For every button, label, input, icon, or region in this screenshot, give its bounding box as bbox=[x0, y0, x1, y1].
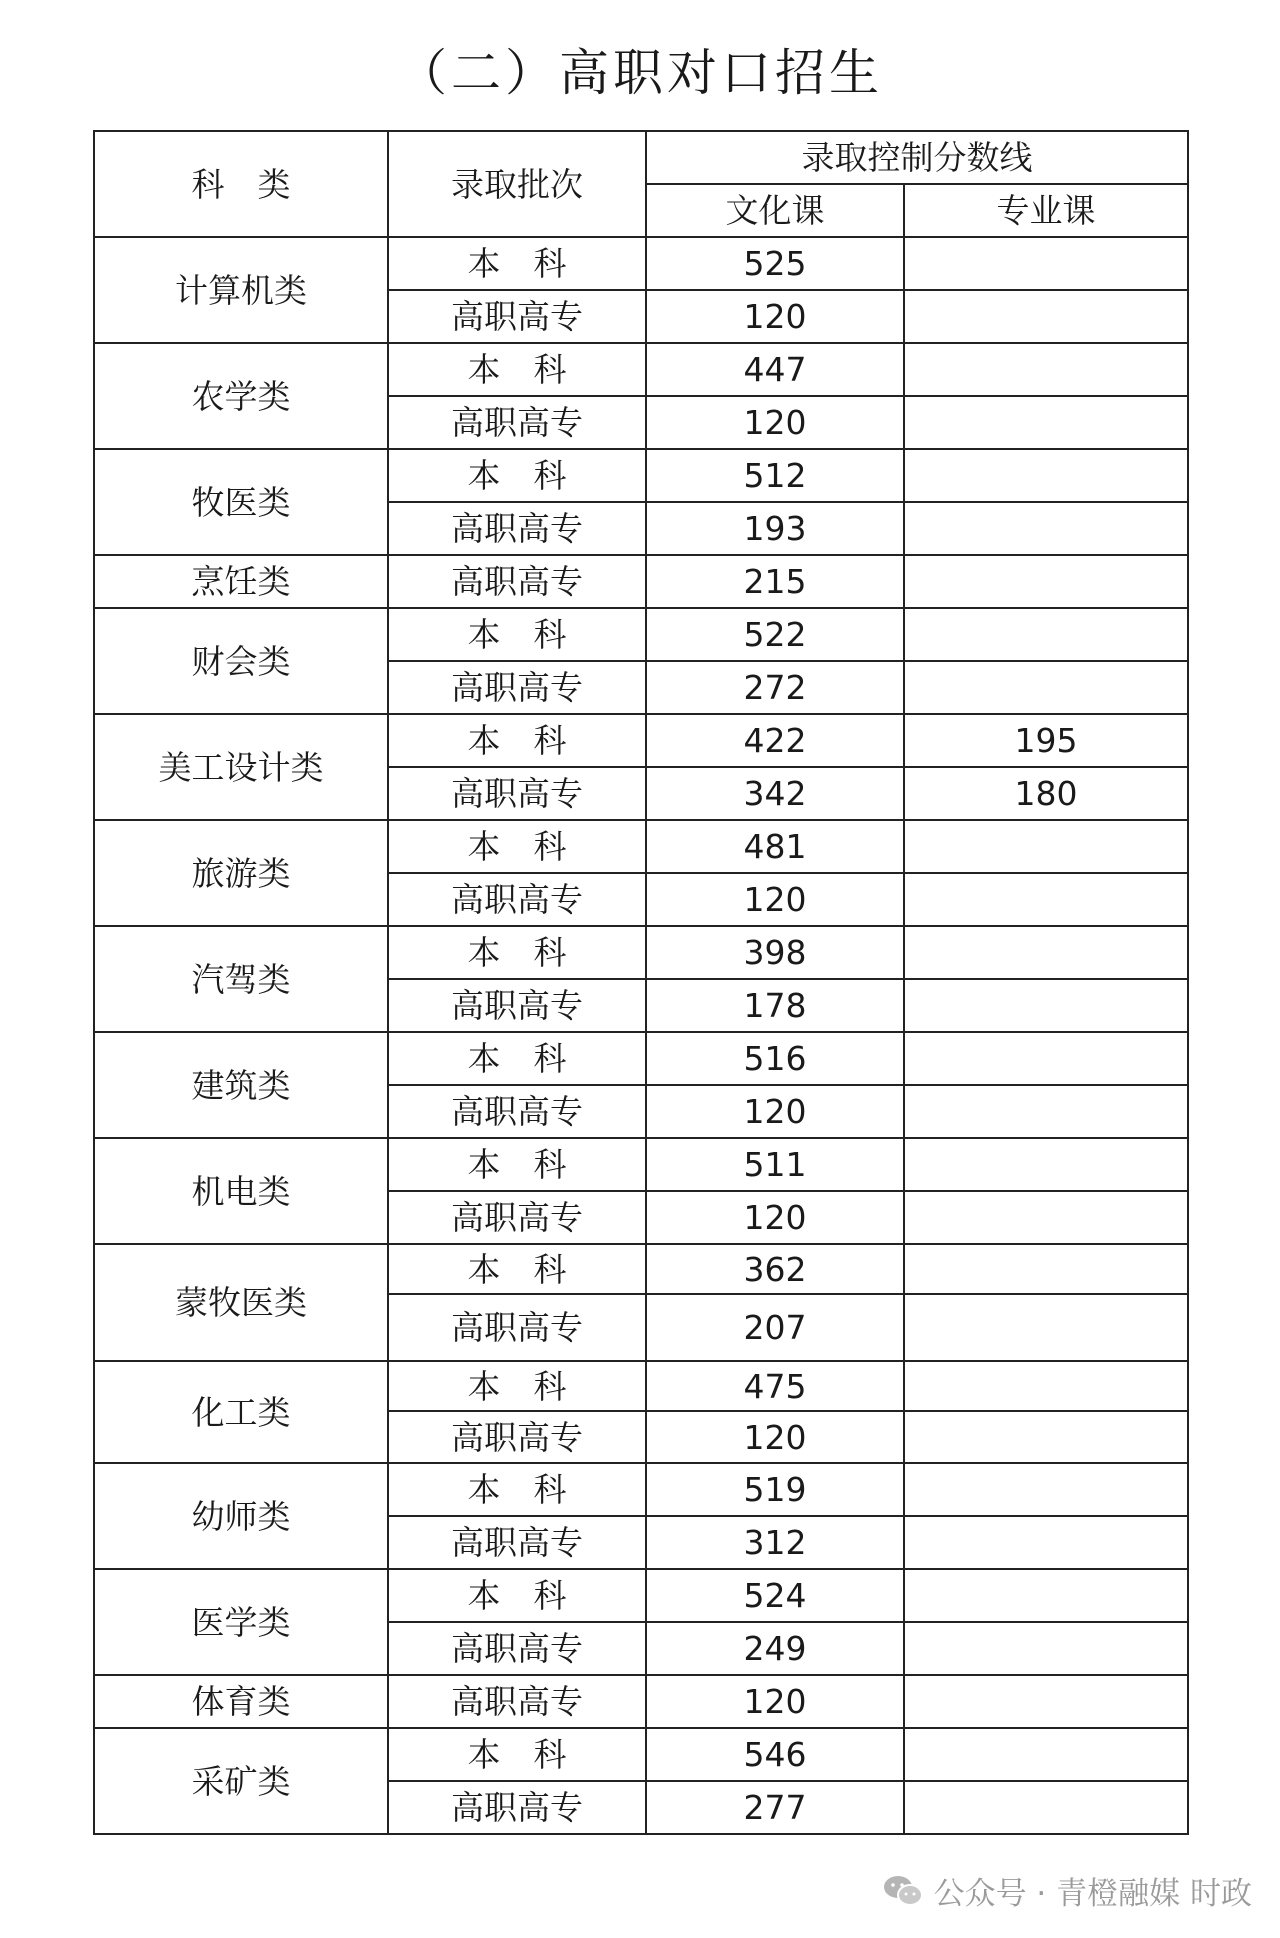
batch-cell: 本 科 bbox=[388, 1463, 646, 1516]
footer-text: 公众号 · 青橙融媒 时政 bbox=[933, 1876, 1252, 1912]
major-score-cell bbox=[904, 1411, 1188, 1463]
category-cell: 机电类 bbox=[94, 1138, 388, 1244]
major-score-cell bbox=[904, 979, 1188, 1032]
culture-score-cell: 277 bbox=[646, 1781, 904, 1834]
batch-cell: 高职高专 bbox=[388, 1085, 646, 1138]
category-cell: 蒙牧医类 bbox=[94, 1244, 388, 1361]
culture-score-cell: 272 bbox=[646, 661, 904, 714]
table-row bbox=[94, 1032, 1188, 1085]
batch-cell: 高职高专 bbox=[388, 555, 646, 608]
major-score-cell bbox=[904, 449, 1188, 502]
category-cell: 旅游类 bbox=[94, 820, 388, 926]
table-row bbox=[94, 1728, 1188, 1781]
major-score-cell: 180 bbox=[904, 767, 1188, 820]
major-score-cell bbox=[904, 1244, 1188, 1294]
major-score-cell bbox=[904, 1361, 1188, 1411]
batch-cell: 高职高专 bbox=[388, 290, 646, 343]
culture-score-cell: 525 bbox=[646, 237, 904, 290]
culture-score-cell: 342 bbox=[646, 767, 904, 820]
major-score-cell bbox=[904, 873, 1188, 926]
culture-score-cell: 422 bbox=[646, 714, 904, 767]
table-row bbox=[94, 555, 1188, 608]
batch-cell: 高职高专 bbox=[388, 1622, 646, 1675]
major-score-cell bbox=[904, 1085, 1188, 1138]
major-score-cell bbox=[904, 1781, 1188, 1834]
category-cell: 财会类 bbox=[94, 608, 388, 714]
table-row bbox=[94, 1361, 1188, 1411]
major-score-cell bbox=[904, 1138, 1188, 1191]
culture-score-cell: 120 bbox=[646, 290, 904, 343]
batch-cell: 本 科 bbox=[388, 343, 646, 396]
table-row bbox=[94, 926, 1188, 979]
batch-cell: 本 科 bbox=[388, 608, 646, 661]
page-title: （二）高职对口招生 bbox=[397, 44, 883, 102]
header-culture: 文化课 bbox=[646, 184, 904, 237]
major-score-cell bbox=[904, 502, 1188, 555]
category-cell: 汽驾类 bbox=[94, 926, 388, 1032]
table-row bbox=[94, 714, 1188, 767]
batch-cell: 高职高专 bbox=[388, 873, 646, 926]
category-cell: 体育类 bbox=[94, 1675, 388, 1728]
culture-score-cell: 120 bbox=[646, 1085, 904, 1138]
table-row bbox=[94, 1244, 1188, 1294]
batch-cell: 本 科 bbox=[388, 926, 646, 979]
major-score-cell bbox=[904, 1294, 1188, 1361]
culture-score-cell: 481 bbox=[646, 820, 904, 873]
culture-score-cell: 522 bbox=[646, 608, 904, 661]
category-cell: 幼师类 bbox=[94, 1463, 388, 1569]
major-score-cell bbox=[904, 608, 1188, 661]
table-row bbox=[94, 1138, 1188, 1191]
culture-score-cell: 362 bbox=[646, 1244, 904, 1294]
culture-score-cell: 249 bbox=[646, 1622, 904, 1675]
watermark-footer bbox=[882, 1868, 1252, 1913]
major-score-cell bbox=[904, 343, 1188, 396]
culture-score-cell: 447 bbox=[646, 343, 904, 396]
header-category: 科 类 bbox=[94, 131, 388, 237]
batch-cell: 本 科 bbox=[388, 1361, 646, 1411]
culture-score-cell: 511 bbox=[646, 1138, 904, 1191]
table-row bbox=[94, 1569, 1188, 1622]
wechat-icon bbox=[882, 1873, 924, 1909]
batch-cell: 本 科 bbox=[388, 1728, 646, 1781]
batch-cell: 高职高专 bbox=[388, 1411, 646, 1463]
culture-score-cell: 120 bbox=[646, 1411, 904, 1463]
culture-score-cell: 524 bbox=[646, 1569, 904, 1622]
culture-score-cell: 120 bbox=[646, 396, 904, 449]
table-row bbox=[94, 608, 1188, 661]
category-cell: 建筑类 bbox=[94, 1032, 388, 1138]
major-score-cell bbox=[904, 237, 1188, 290]
batch-cell: 本 科 bbox=[388, 1569, 646, 1622]
batch-cell: 本 科 bbox=[388, 237, 646, 290]
category-cell: 农学类 bbox=[94, 343, 388, 449]
major-score-cell bbox=[904, 555, 1188, 608]
score-table bbox=[93, 130, 1189, 1835]
category-cell: 牧医类 bbox=[94, 449, 388, 555]
category-cell: 医学类 bbox=[94, 1569, 388, 1675]
major-score-cell bbox=[904, 1516, 1188, 1569]
culture-score-cell: 178 bbox=[646, 979, 904, 1032]
batch-cell: 本 科 bbox=[388, 1138, 646, 1191]
batch-cell: 本 科 bbox=[388, 1032, 646, 1085]
batch-cell: 高职高专 bbox=[388, 979, 646, 1032]
major-score-cell bbox=[904, 1622, 1188, 1675]
category-cell: 采矿类 bbox=[94, 1728, 388, 1834]
major-score-cell bbox=[904, 1463, 1188, 1516]
culture-score-cell: 475 bbox=[646, 1361, 904, 1411]
culture-score-cell: 546 bbox=[646, 1728, 904, 1781]
batch-cell: 本 科 bbox=[388, 449, 646, 502]
table-row bbox=[94, 1675, 1188, 1728]
batch-cell: 高职高专 bbox=[388, 396, 646, 449]
header-control-line: 录取控制分数线 bbox=[646, 131, 1188, 184]
batch-cell: 高职高专 bbox=[388, 1516, 646, 1569]
table-row bbox=[94, 449, 1188, 502]
category-cell: 美工设计类 bbox=[94, 714, 388, 820]
major-score-cell bbox=[904, 290, 1188, 343]
batch-cell: 高职高专 bbox=[388, 661, 646, 714]
table-row bbox=[94, 820, 1188, 873]
major-score-cell bbox=[904, 1675, 1188, 1728]
table-row bbox=[94, 1463, 1188, 1516]
batch-cell: 高职高专 bbox=[388, 1675, 646, 1728]
category-cell: 计算机类 bbox=[94, 237, 388, 343]
batch-cell: 本 科 bbox=[388, 1244, 646, 1294]
culture-score-cell: 207 bbox=[646, 1294, 904, 1361]
batch-cell: 本 科 bbox=[388, 820, 646, 873]
major-score-cell bbox=[904, 396, 1188, 449]
culture-score-cell: 193 bbox=[646, 502, 904, 555]
batch-cell: 高职高专 bbox=[388, 502, 646, 555]
major-score-cell bbox=[904, 1569, 1188, 1622]
batch-cell: 高职高专 bbox=[388, 1781, 646, 1834]
batch-cell: 本 科 bbox=[388, 714, 646, 767]
header-major: 专业课 bbox=[904, 184, 1188, 237]
header-batch: 录取批次 bbox=[388, 131, 646, 237]
major-score-cell bbox=[904, 661, 1188, 714]
major-score-cell bbox=[904, 1728, 1188, 1781]
major-score-cell bbox=[904, 1032, 1188, 1085]
major-score-cell bbox=[904, 926, 1188, 979]
category-cell: 烹饪类 bbox=[94, 555, 388, 608]
culture-score-cell: 120 bbox=[646, 1675, 904, 1728]
major-score-cell bbox=[904, 1191, 1188, 1244]
batch-cell: 高职高专 bbox=[388, 1191, 646, 1244]
table-row bbox=[94, 237, 1188, 290]
major-score-cell: 195 bbox=[904, 714, 1188, 767]
category-cell: 化工类 bbox=[94, 1361, 388, 1463]
culture-score-cell: 312 bbox=[646, 1516, 904, 1569]
major-score-cell bbox=[904, 820, 1188, 873]
culture-score-cell: 516 bbox=[646, 1032, 904, 1085]
table-row bbox=[94, 343, 1188, 396]
culture-score-cell: 519 bbox=[646, 1463, 904, 1516]
batch-cell: 高职高专 bbox=[388, 1294, 646, 1361]
culture-score-cell: 215 bbox=[646, 555, 904, 608]
table-header-row bbox=[94, 131, 1188, 184]
culture-score-cell: 512 bbox=[646, 449, 904, 502]
culture-score-cell: 120 bbox=[646, 873, 904, 926]
batch-cell: 高职高专 bbox=[388, 767, 646, 820]
culture-score-cell: 120 bbox=[646, 1191, 904, 1244]
culture-score-cell: 398 bbox=[646, 926, 904, 979]
